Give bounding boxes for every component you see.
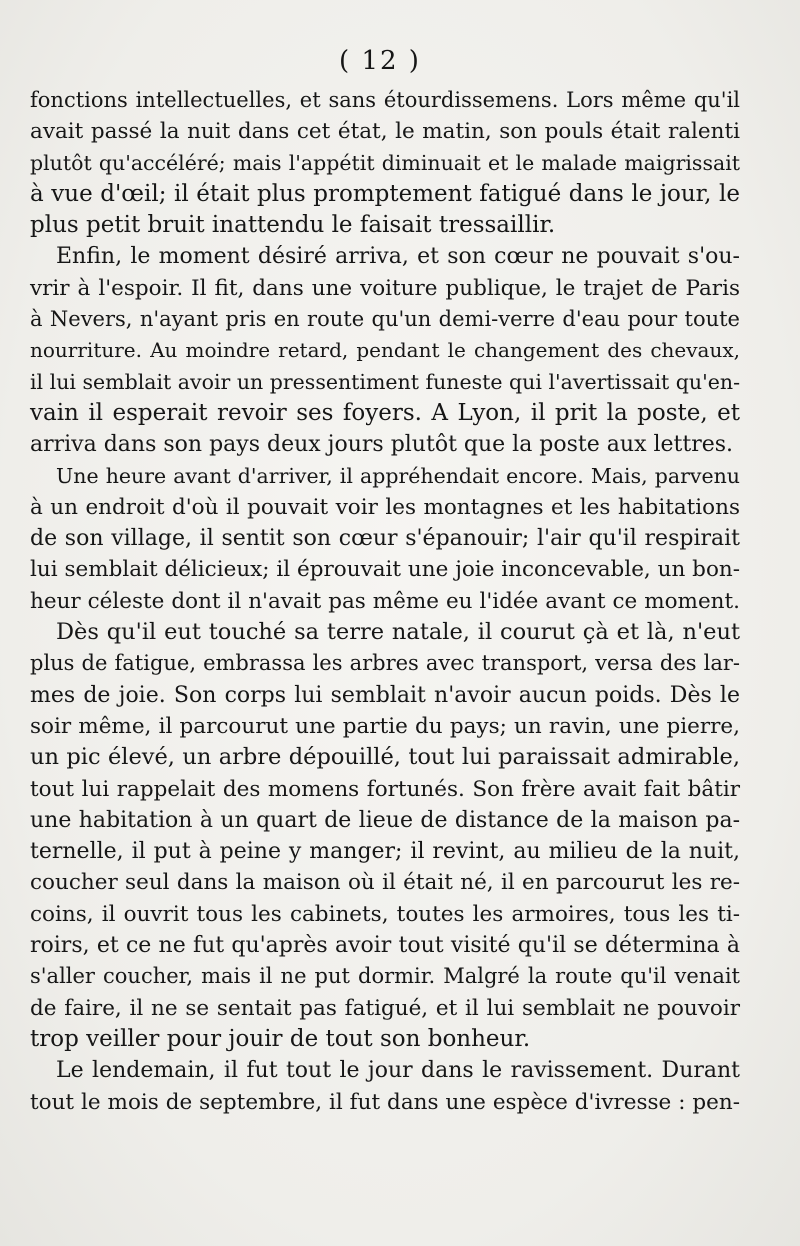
text-line: à vue d'œil; il était plus promptement fatigué dans le jour, le — [30, 180, 740, 207]
text-line: plutôt qu'accéléré; mais l'appétit diminuait et le malade maigrissait — [30, 150, 740, 175]
text-line: une habitation à un quart de lieue de distance de la maison pa- — [30, 807, 740, 833]
text-line: lui semblait délicieux; il éprouvait une joie inconcevable, un bon- — [30, 557, 740, 583]
text-line: nourriture. Au moindre retard, pendant le changement des chevaux, — [30, 338, 740, 363]
text-line: coins, il ouvrit tous les cabinets, toutes les armoires, tous les ti- — [30, 901, 740, 927]
text-line: Une heure avant d'arriver, il appréhendait encore. Mais, parvenu — [56, 463, 740, 488]
text-line: vain il esperait revoir ses foyers. A Lyon, il prit la poste, et — [30, 399, 740, 426]
text-line: s'aller coucher, mais il ne put dormir. Malgré la route qu'il venait — [30, 964, 740, 989]
text-line: plus petit bruit inattendu le faisait tressaillir. — [30, 212, 556, 239]
text-line: avait passé la nuit dans cet état, le matin, son pouls était ralenti — [30, 119, 740, 145]
text-line: mes de joie. Son corps lui semblait n'avoir aucun poids. Dès le — [30, 682, 740, 708]
text-line: plus de fatigue, embrassa les arbres avec transport, versa des lar- — [30, 651, 740, 676]
text-line: coucher seul dans la maison où il était né, il en parcourut les re- — [30, 870, 740, 896]
body-text — [30, 85, 740, 1118]
text-line: de faire, il ne se sentait pas fatigué, et il lui semblait ne pouvoir — [30, 995, 740, 1021]
text-line: heur céleste dont il n'avait pas même eu l'idée avant ce moment. — [30, 588, 740, 614]
text-line: tout le mois de septembre, il fut dans une espèce d'ivresse : pen- — [30, 1089, 740, 1115]
text-line: Le lendemain, il fut tout le jour dans le ravissement. Durant — [56, 1058, 740, 1084]
text-line: ternelle, il put à peine y manger; il revint, au milieu de la nuit, — [30, 839, 740, 865]
text-line: tout lui rappelait des momens fortunés. Son frère avait fait bâtir — [30, 776, 740, 802]
text-line: il lui semblait avoir un pressentiment funeste qui l'avertissait qu'en- — [30, 369, 740, 394]
text-line: arriva dans son pays deux jours plutôt que la poste aux lettres. — [30, 432, 734, 458]
text-line: à un endroit d'où il pouvait voir les montagnes et les habitations — [30, 494, 740, 520]
text-line: trop veiller pour jouir de tout son bonheur. — [30, 1025, 531, 1052]
text-line: roirs, et ce ne fut qu'après avoir tout visité qu'il se détermina à — [30, 933, 740, 959]
text-line: à Nevers, n'ayant pris en route qu'un demi-verre d'eau pour toute — [30, 307, 740, 332]
text-line: vrir à l'espoir. Il fit, dans une voiture publique, le trajet de Paris — [30, 275, 740, 301]
text-line: fonctions intellectuelles, et sans étourdissemens. Lors même qu'il — [30, 88, 740, 112]
text-line: Dès qu'il eut touché sa terre natale, il courut çà et là, n'eut — [56, 619, 740, 646]
text-line: soir même, il parcourut une partie du pays; un ravin, une pierre, — [30, 713, 740, 739]
text-line: de son village, il sentit son cœur s'épanouir; l'air qu'il respirait — [30, 526, 740, 552]
page-number: ( 12 ) — [339, 46, 421, 76]
text-line: Enfin, le moment désiré arriva, et son cœur ne pouvait s'ou- — [56, 244, 740, 270]
text-line: un pic élevé, un arbre dépouillé, tout lui paraissait admirable, — [30, 744, 740, 771]
